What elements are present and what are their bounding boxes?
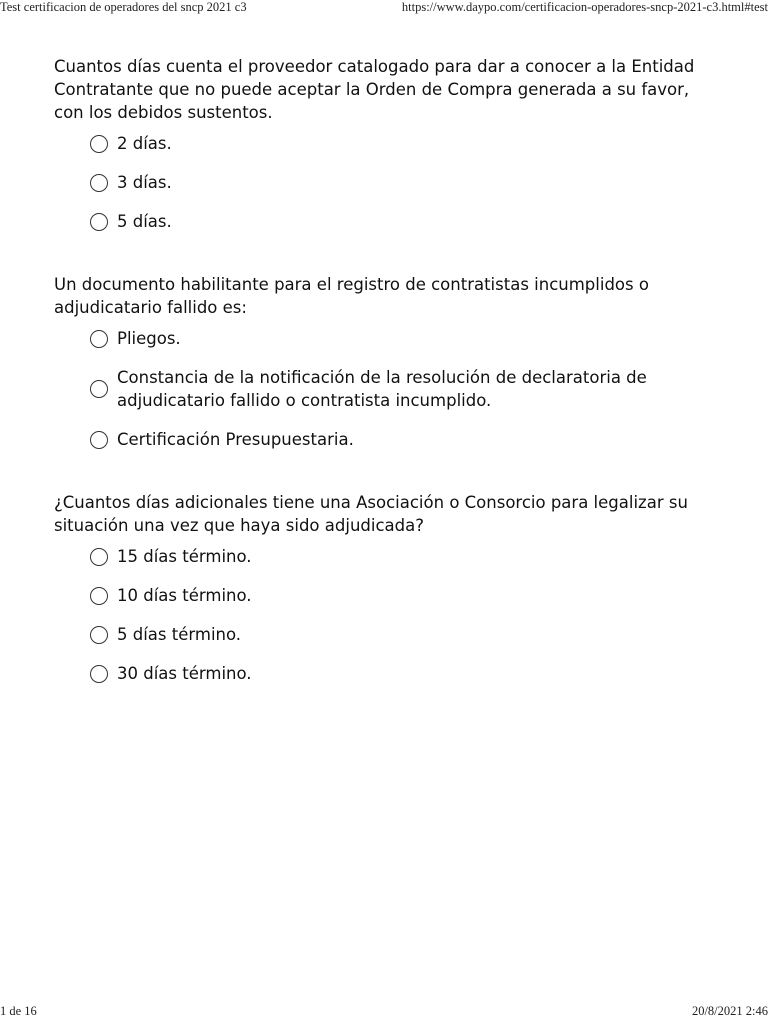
answer-label: Pliegos.: [117, 329, 181, 348]
answer-label: 10 días término.: [117, 586, 252, 605]
print-header: [0, 0, 768, 16]
print-datetime: 20/8/2021 2:46: [691, 1004, 768, 1018]
answer-option[interactable]: [54, 132, 714, 155]
answer-options: [54, 545, 714, 685]
answer-option[interactable]: [54, 171, 714, 194]
answer-label: 5 días.: [117, 212, 172, 231]
question-text: ¿Cuantos días adicionales tiene una Asociación o Consorcio para legalizar su situación una vez que haya sido adjudicada?: [54, 493, 688, 535]
radio-button[interactable]: [90, 213, 108, 231]
question-text: Cuantos días cuenta el proveedor catalogado para dar a conocer a la Entidad Contratante que no puede aceptar la Orden de Compra generada a su favor, con los debidos sustentos.: [54, 57, 695, 122]
question-3: [54, 491, 714, 685]
answer-label: 2 días.: [117, 134, 172, 153]
answer-options: [54, 327, 714, 451]
question-2: [54, 273, 714, 451]
radio-button[interactable]: [90, 626, 108, 644]
answer-option[interactable]: [54, 662, 714, 685]
question-text: Un documento habilitante para el registro de contratistas incumplidos o adjudicatario fallido es:: [54, 275, 649, 317]
answer-label: 30 días término.: [117, 664, 252, 683]
answer-option[interactable]: [54, 584, 714, 607]
answer-option[interactable]: [54, 545, 714, 568]
print-footer: [0, 1004, 768, 1020]
page-number: 1 de 16: [0, 1004, 37, 1018]
answer-label: Certificación Presupuestaria.: [117, 430, 354, 449]
answer-option[interactable]: [54, 327, 714, 350]
answer-label: Constancia de la notificación de la resolución de declaratoria de adjudicatario fallido o contratista incumplido.: [117, 368, 647, 410]
answer-option[interactable]: [54, 210, 714, 233]
page-title: Test certificacion de operadores del sncp 2021 c3: [0, 0, 247, 14]
answer-option[interactable]: [54, 428, 714, 451]
answer-option[interactable]: [54, 623, 714, 646]
page-url[interactable]: https://www.daypo.com/certificacion-operadores-sncp-2021-c3.html#test: [401, 0, 768, 14]
answer-option[interactable]: [54, 366, 714, 412]
radio-button[interactable]: [90, 380, 108, 398]
radio-button[interactable]: [90, 330, 108, 348]
radio-button[interactable]: [90, 135, 108, 153]
answer-label: 15 días término.: [117, 547, 252, 566]
radio-button[interactable]: [90, 548, 108, 566]
answer-label: 5 días término.: [117, 625, 242, 644]
radio-button[interactable]: [90, 431, 108, 449]
answer-label: 3 días.: [117, 173, 172, 192]
quiz-content: [54, 55, 714, 725]
radio-button[interactable]: [90, 587, 108, 605]
radio-button[interactable]: [90, 174, 108, 192]
question-1: [54, 55, 714, 233]
answer-options: [54, 132, 714, 233]
radio-button[interactable]: [90, 665, 108, 683]
